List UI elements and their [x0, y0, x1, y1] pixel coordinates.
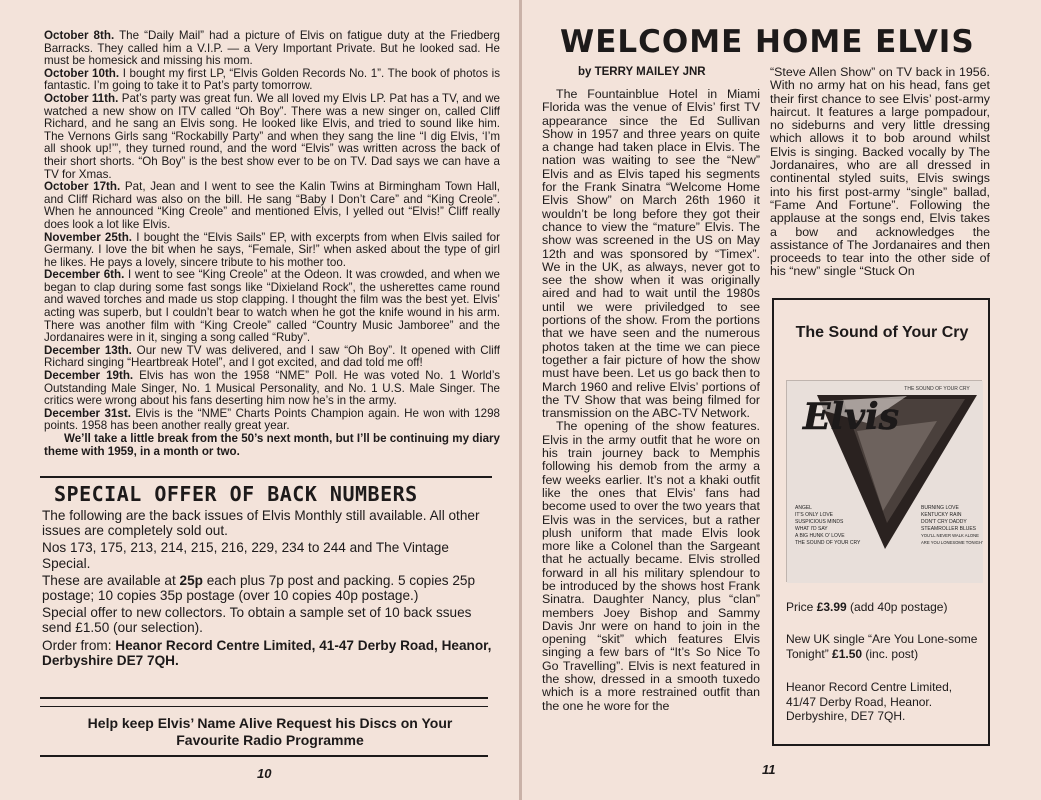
diary-date: December 13th.: [44, 343, 132, 357]
offer-paragraph: Special offer to new collectors. To obtain a sample set of 10 back ssues send £1.50 (our selection).: [42, 605, 472, 636]
diary-text: Elvis has won the 1958 “NME” Poll. He was voted No. 1 World’s Outstanding Male Singer, No. 1 Musical Personality, and No. 1 U.S. Male Singer. The critics were wrong about his fans deserting him now he’s in the army.: [44, 369, 500, 408]
diary-text: The “Daily Mail” had a picture of Elvis on fatigue duty at the Friedberg Barracks. They called him a V.I.P. — a Very Important Private. But he looked sad. He must be homesick and missing his mom.: [44, 29, 500, 68]
cover-track: STEAMROLLER BLUES: [921, 526, 977, 532]
single-price: £1.50: [832, 646, 863, 661]
diary-entry: [44, 345, 500, 370]
diary-entry: [44, 232, 500, 270]
diary-entry: [44, 408, 500, 433]
diary-text: Our new TV was delivered, and I saw “Oh Boy”. It opened with Cliff Richard singing “Heartbreak Hotel”, and I got excited, and dad told me off!: [44, 343, 500, 370]
diary-date: October 17th.: [44, 180, 121, 194]
diary-date: December 31st.: [44, 406, 131, 420]
right-page: [522, 0, 1041, 800]
cover-logo: Elvis: [803, 396, 899, 438]
diary-text: I bought my first LP, “Elvis Golden Records No. 1”. The book of photos is fantastic. I’m going to take it to Pat’s party tomorrow.: [44, 66, 500, 93]
diary-entry: [44, 30, 500, 68]
offer-price: 25p: [179, 572, 203, 588]
diary-date: December 6th.: [44, 268, 125, 282]
page-number: 11: [762, 762, 776, 777]
album-cover-art: [787, 381, 983, 583]
diary-text: I went to see “King Creole” at the Odeon. It was crowded, and when we began to clap during some fast songs like “Dixieland Rock”, the usherettes came round and waved torches and made us stop clapping. I thought the film was the best yet. Elvis’ acting was superb, but I couldn’t bear to watch when he got the knife wound in his arm. There was another film with “King Creole” called “Country Music Jamboree” and the Jordanaires were in it, singing a song called “Ruby”.: [44, 268, 500, 345]
diary-text: Pat’s party was great fun. We all loved my Elvis LP. Pat has a TV, and we watched a new show on ITV called “Oh Boy”. There was a new singer on, called Cliff Richard, and he sang an Elvis song. He looked like Elvis, and tried to sound like him. The Vernons Girls sang “Rockabilly Party” and when they sang the line “I dig Elvis, ‘I’m all shook up!’”, they turned round, and the word “Elvis” was written across the back of their short shorts. “Oh Boy” is the best show ever to be on TV. Dad says we can have a TV for Xmas.: [44, 91, 500, 181]
offer-text: each plus 7p post and packing. 5 copies 25p postage; 10 copies 35p postage (over 10 copies 40p postage.): [42, 572, 476, 604]
diary-date: October 10th.: [44, 66, 120, 80]
offer-address: Heanor Record Centre Limited, 41-47 Derby Road, Heanor, Derbyshire DE7 7QH.: [42, 637, 492, 668]
cover-track: THE SOUND OF YOUR CRY: [795, 540, 861, 546]
diary-entry: [44, 370, 500, 408]
article-byline: by TERRY MAILEY JNR: [578, 66, 706, 78]
cover-track: ANGEL: [795, 505, 812, 511]
article-column-2: “Steve Allen Show” on TV back in 1956. With no army hat on his head, fans get their first chance to see Elvis’ post-army haircut. It features a large pompadour, no sideburns and very little dressing which allows it to bob around whilst Elvis is singing. Backed vocally by The Jordanaires, who are all dressed in continental styled suits, Elvis swings into his first post-army “single” ballad, “Fame And Fortune”. Following the applause at the songs end, Elvis takes a bow and acknowledges the assistance of The Jordanaires and then proceeds to tear into the other side of his “new” single “Stuck On: [770, 65, 990, 279]
cover-track: BURNING LOVE: [921, 505, 959, 511]
single-label: New UK single “Are You Lone-some Tonight”: [786, 632, 978, 661]
price-postage: (add 40p postage): [846, 600, 948, 614]
offer-paragraph: Nos 173, 175, 213, 214, 215, 216, 229, 234 to 244 and The Vintage Special.: [42, 540, 449, 571]
diary-text: I bought the “Elvis Sails” EP, with excerpts from when Elvis sailed for Germany. I love the bit when he says, “Female, Sir!” when asked about the type of girl he likes. He pays a lovely, sincere tribute to his mother too.: [44, 230, 500, 269]
cover-track: SUSPICIOUS MINDS: [795, 519, 844, 525]
diary-entries: [44, 30, 500, 458]
single-postage: (inc. post): [862, 646, 919, 661]
article-column-1: [542, 88, 760, 713]
diary-date: November 25th.: [44, 230, 132, 244]
page-number: 10: [257, 766, 272, 781]
offer-title: SPECIAL OFFER OF BACK NUMBERS: [54, 482, 418, 506]
offer-paragraph: The following are the back issues of Elvis Monthly still available. All other issues are completely sold out.: [42, 508, 480, 539]
diary-date: December 19th.: [44, 369, 134, 383]
article-headline: WELCOME HOME ELVIS: [560, 24, 975, 60]
cover-track: YOU'LL NEVER WALK ALONE: [921, 533, 979, 538]
advert-title: The Sound of Your Cry: [795, 324, 969, 341]
diary-entry: [44, 269, 500, 345]
diary-entry: [44, 181, 500, 231]
back-numbers-offer: [42, 482, 494, 668]
diary-text: Elvis is the “NME” Charts Points Champion again. He won with 1298 points. 1958 has been another really great year.: [44, 406, 500, 433]
cover-track: ARE YOU LONESOME TONIGHT?: [921, 540, 983, 545]
offer-text: Order from:: [42, 637, 116, 653]
cover-top-text: THE SOUND OF YOUR CRY: [904, 386, 970, 392]
diary-date: October 11th.: [44, 91, 119, 105]
diary-entry: [44, 68, 500, 93]
diary-date: October 8th.: [44, 29, 115, 42]
divider: [40, 697, 488, 699]
advert-price: [786, 600, 982, 615]
cover-track: WHAT I'D SAY: [795, 526, 828, 532]
article-paragraph: The Fountainblue Hotel in Miami Florida was the venue of Elvis’ first TV appearance since the Ed Sullivan Show in 1957 and three years on quite a change had taken place in Elvis. The nation was waiting to see the “New” Elvis and as Elvis taped his segments for the Frank Sinatra “Welcome Home Elvis Show” on March 26th 1960 it wouldn’t be long before they got their chance to view the “mature” Elvis. The show was screened in the US on May 12th and was sponsored by “Timex”. We in the UK, as always, never got to see the show when it was originally aired and had to wait until the 1980s until we were priviledged to see portions of the show. From the portions that we have seen and the numerous photos taken at the time we can piece together a fair picture of how the show must have been. Let us go back then to March 1960 and relive Elvis’ portions of the TV Show that was being filmed for transmission on the ABC-TV Network.: [542, 87, 760, 421]
advert-single: [786, 632, 982, 661]
offer-text: These are available at: [42, 572, 180, 588]
diary-text: Pat, Jean and I went to see the Kalin Twins at Birmingham Town Hall, and Cliff Richard was also on the bill. He sang “Baby I Don’t Care” and “King Creole”. When he announced “King Creole” and mentioned Elvis, I yelled out “Elvis!” Cliff really does look a lot like Elvis.: [44, 180, 501, 231]
diary-footer: We’ll take a little break from the 50’s next month, but I’ll be continuing my diary theme with 1959, in a month or two.: [44, 432, 500, 458]
diary-entry: [44, 93, 500, 181]
record-advert: [772, 298, 990, 746]
divider: [40, 706, 488, 707]
cover-track: KENTUCKY RAIN: [921, 512, 962, 518]
divider: [40, 476, 492, 478]
price-value: £3.99: [816, 600, 847, 614]
help-banner: Help keep Elvis’ Name Alive Request his Discs on Your Favourite Radio Programme: [87, 715, 453, 748]
offer-paragraph: [42, 638, 494, 668]
divider: [40, 755, 488, 757]
album-cover-image: [786, 380, 982, 582]
advert-address: Heanor Record Centre Limited, 41/47 Derby Road, Heanor. Derbyshire, DE7 7QH.: [786, 680, 953, 723]
price-label: Price: [786, 600, 817, 614]
cover-track: DON'T CRY DADDY: [921, 519, 967, 525]
left-page: [0, 0, 520, 800]
cover-track: IT'S ONLY LOVE: [795, 512, 834, 518]
article-paragraph: The opening of the show features. Elvis in the army outfit that he wore on his train journey back to Memphis following his demob from the army a few weeks earlier. It’s not a khaki outfit like the ones that Elvis’ fans had become used to over the two years that Elvis was in the services, but a rather plush uniform that made Elvis look more like a Colonel than the Sargeant that he actually became. Elvis strolled forward in all his military splendour to be introduced by the shows host Frank Sinatra. Daughter Nancy, plus “clan” members Joey Bishop and Sammy Davis Jnr were on hand to join in the opening “skit” which features Elvis singing a few bars of “It’s So Nice To Go Travelling”. Elvis is next featured in the show, dressed in a smooth tuxedo which is a more restrained outfit than the one he wore for the: [542, 419, 760, 713]
cover-track: A BIG HUNK O' LOVE: [795, 533, 845, 539]
offer-paragraph: [42, 573, 494, 603]
